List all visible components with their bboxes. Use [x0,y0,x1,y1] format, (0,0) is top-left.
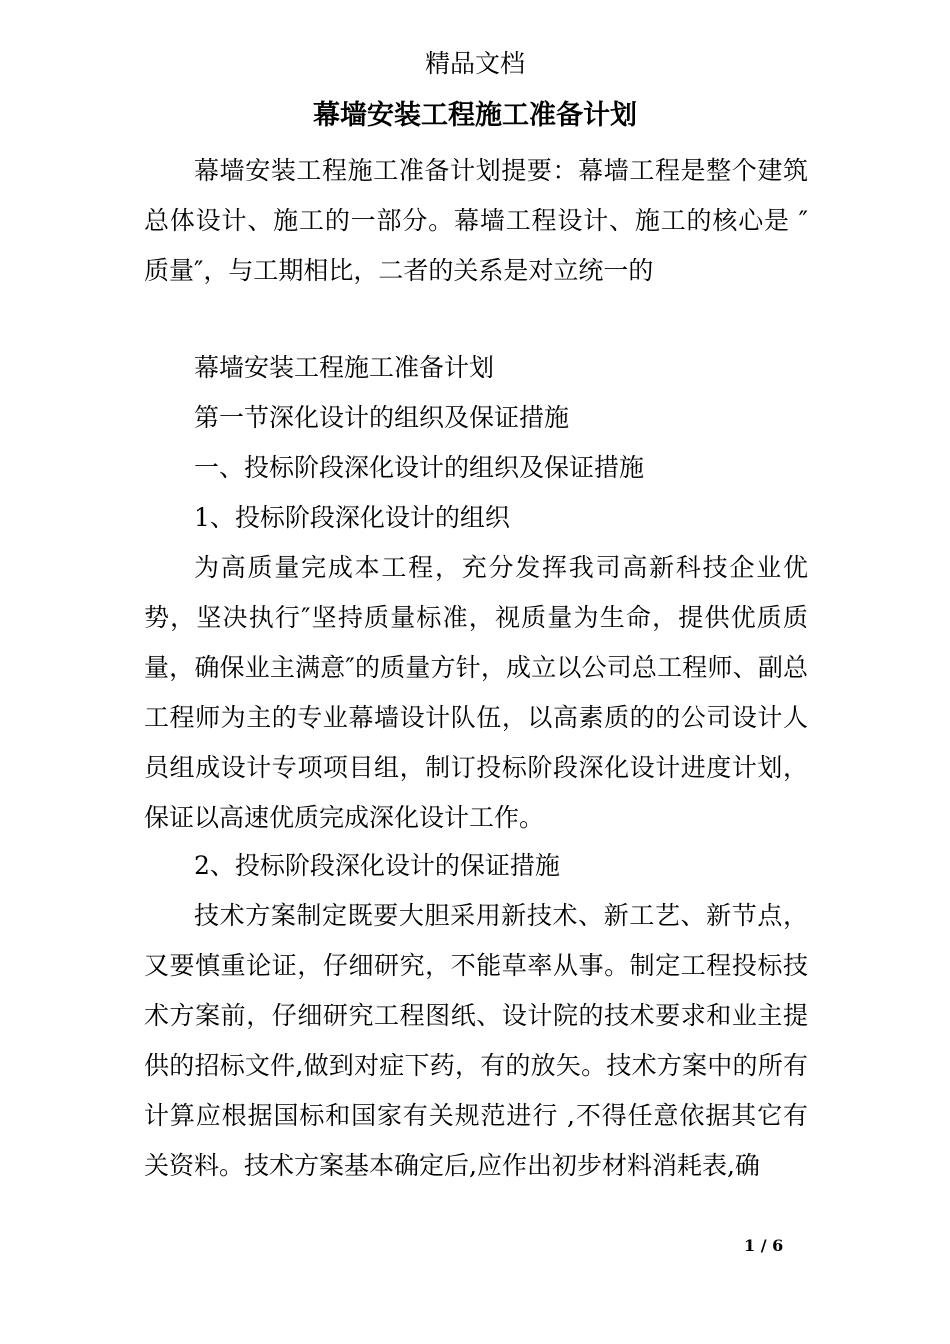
section-heading-item-2: 2、投标阶段深化设计的保证措施 [194,851,560,880]
section-heading-plan: 幕墙安装工程施工准备计划 [194,353,495,382]
summary-paragraph: 幕墙安装工程施工准备计划提要：幕墙工程是整个建筑总体设计、施工的一部分。幕墙工程设计、施工的核心是 ″质量″，与工期相比，二者的关系是对立统一的 [144,156,808,285]
section-heading-part-1: 一、投标阶段深化设计的组织及保证措施 [194,453,645,482]
page-header: 精品文档 [424,49,525,78]
body-paragraph-measures: 技术方案制定既要大胆采用新技术、新工艺、新节点，又要慎重论证，仔细研究，不能草率从事。制定工程投标技术方案前，仔细研究工程图纸、设计院的技术要求和业主提供的招标文件,做到对症下药，有的放矢。技术方案中的所有计算应根据国标和国家有关规范进行 ,不得任意依据其它有关资料。技术方案基本确定后,应作出初步材料消耗表,确 [144,901,808,1180]
document-title: 幕墙安装工程施工准备计划 [313,100,637,131]
section-heading-chapter-1: 第一节深化设计的组织及保证措施 [194,403,570,432]
section-heading-item-1: 1、投标阶段深化设计的组织 [194,503,510,532]
page-number: 1 / 6 [744,1236,784,1255]
body-paragraph-organization: 为高质量完成本工程，充分发挥我司高新科技企业优势，坚决执行″坚持质量标准，视质量为生命，提供优质质量，确保业主满意″的质量方针，成立以公司总工程师、副总工程师为主的专业幕墙设计队伍，以高素质的的公司设计人员组成设计专项项目组，制订投标阶段深化设计进度计划，保证以高速优质完成深化设计工作。 [144,553,808,832]
